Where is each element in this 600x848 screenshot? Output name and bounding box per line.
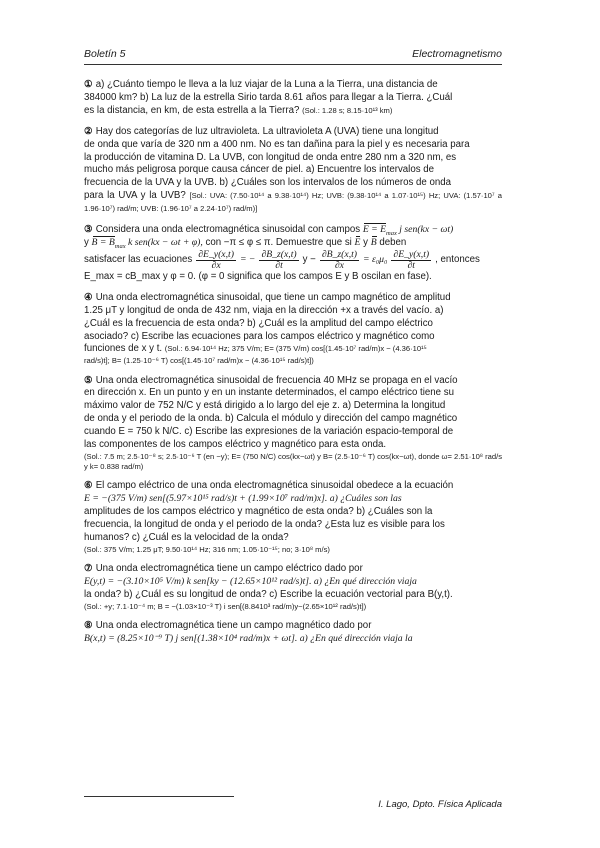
page-header	[84, 48, 502, 64]
fraction: $\frac{\partial E\_y(x,t)}{\partial t}$	[393, 248, 430, 271]
fraction: $\frac{\partial B\_z(x,t)}{\partial t}$	[261, 248, 297, 271]
header-left: Boletín 5	[84, 48, 126, 60]
document-body	[84, 79, 502, 654]
solution: (Sol.: +y; 7.1·10⁻⁴ m; B = −(1.03×10⁻³ T) i sen[(8.8410³ rad/m)y−(2.65×10¹² rad/s)t])	[84, 601, 367, 611]
problem-number: ⑧	[84, 620, 93, 632]
problem-number: ①	[84, 79, 93, 90]
solution: (Sol.: 1.28 s; 8.15·10¹³ km)	[302, 105, 393, 115]
header-right: Electromagnetismo	[412, 48, 502, 60]
problem-5: ⑤ Una onda electromagnética sinusoidal de frecuencia 40 MHz se propaga en el vacío en dirección x. En un punto y en un instante determinados, el campo eléctrico tiene su máximo valor de 752 N/C y está dirigido a lo largo del eje z. a) Determina la longitud de onda y el periodo de la onda. b) Calcula el módulo y dirección del campo magnético cuando E = 750 k N/C. c) Escribe las expresiones de la variación espacio-temporal de las componentes de los campos eléctrico y magnético para esta onda. (Sol.: 7.5 m; 2.5·10⁻⁸ s; 2.5·10⁻⁶ T (en −y); E= (750 N/C) cos(kx−ωt) y B= (2.5·10⁻⁶ T) cos(kx−ωt), donde ω= 2.51·10⁸ rad/s y k= 0.838 rad/m)	[84, 374, 502, 472]
solution: (Sol.: 375 V/m; 1.25 μT; 9.50·10¹⁴ Hz; 316 nm; 1.05·10⁻¹⁵; no; 3·10⁸ m/s)	[84, 544, 330, 554]
problem-3: ③ Considera una onda electromagnética sinusoidal con campos $E = E_{max}$ j sen(kx − ωt) y $B = B_{max}$ k sen(kx − ωt + φ), con −π ≤ φ ≤ π. Demuestre que si E y B deben satisfacer las ecuaciones $\frac{\partial E\_y(x,t)}{\partial x}$ = − $\frac{\partial B\_z(x,t)}{\partial t}$ y − $\frac{\partial B\_z(x,t)}{\partial x}$ = ε₀μ₀ $\frac{\partial E\_y(x,t)}{\partial t}$ , entonces E_max = cB_max y φ = 0. (φ = 0 significa que los campos E y B oscilan en fase).	[84, 224, 502, 284]
solution: (Sol.: 7.5 m; 2.5·10⁻⁸ s; 2.5·10⁻⁶ T (en −y); E= (750 N/C) cos(kx−ωt) y B= (2.5·10⁻⁶ T) cos(kx−ωt), donde ω= 2.51·10⁸ rad/s y k= 0.838 rad/m)	[84, 451, 502, 472]
problem-1: ① a) ¿Cuánto tiempo le lleva a la luz viajar de la Luna a la Tierra, una distancia de 384000 km? b) La luz de la estrella Sirio tarda 8.61 años para llegar a la Tierra. ¿Cuál es la distancia, en km, de esta estrella a la Tierra? (Sol.: 1.28 s; 8.15·10¹³ km)	[84, 79, 453, 116]
header-rule	[84, 64, 502, 65]
problem-number: ③	[84, 224, 93, 236]
solution: rad/s)t]; B= (1.25·10⁻⁶ T) cos[(1.45·10⁷ rad/m)x − (4.36·10¹⁵ rad/s)t])	[84, 356, 314, 366]
problem-number: ⑥	[84, 480, 93, 492]
solution: [Sol.: UVA: (7.50·10¹⁴ a 9.38·10¹⁴) Hz; UVB: (9.38·10¹⁴ a 1.07·10¹⁵) Hz; UVA: (1.57·10⁷ a 1.96·10⁷) rad/m; UVB: (1.96·10⁷ a 2.24·10⁷) rad/m)]	[84, 191, 502, 214]
equation-row: satisfacer las ecuaciones $\frac{\partial E\_y(x,t)}{\partial x}$ = − $\frac{\partial B\_z(x,t)}{\partial t}$ y − $\frac{\partial B\_z(x,t)}{\partial x}$ = ε₀μ₀ $\frac{\partial E\_y(x,t)}{\partial t}$ , entonces	[84, 248, 480, 271]
problem-8: ⑧ Una onda electromagnética tiene un campo magnético dado por B(x,t) = (8.25×10⁻⁹ T) j sen[(1.38×10⁴ rad/m)x + ωt]. a) ¿En qué dirección viaja la	[84, 620, 413, 644]
problem-number: ②	[84, 125, 93, 137]
problem-4: ④ Una onda electromagnética sinusoidal, que tiene un campo magnético de amplitud 1.25 μT y longitud de onda de 432 nm, viaja en la dirección +x a través del vacío. a) ¿Cuál es la frecuencia de esta onda? b) ¿Cuál es la amplitud del campo eléctrico asociado? c) Escribe las ecuaciones para los campos eléctrico y magnético como funciones de x y t. (Sol.: 6.94·10¹⁴ Hz; 375 V/m; E= (375 V/m) cos[(1.45·10⁷ rad/m)x − (4.36·10¹⁵ rad/s)t]; B= (1.25·10⁻⁶ T) cos[(1.45·10⁷ rad/m)x − (4.36·10¹⁵ rad/s)t])	[84, 292, 502, 367]
problem-6: ⑥ El campo eléctrico de una onda electromagnética sinusoidal obedece a la ecuación E = −(375 V/m) sen[(5.97×10¹⁵ rad/s)t + (1.99×10⁷ rad/m)x]. a) ¿Cuáles son las amplitudes de los campos eléctrico y magnético de esta onda? b) ¿Cuáles son la frecuencia, la longitud de onda y el periodo de la onda? ¿Esta luz es visible para los humanos? c) ¿Cuál es la velocidad de la onda? (Sol.: 375 V/m; 1.25 μT; 9.50·10¹⁴ Hz; 316 nm; 1.05·10⁻¹⁵; no; 3·10⁸ m/s)	[84, 480, 502, 555]
problem-number: ⑦	[84, 563, 93, 575]
fraction: $\frac{\partial B\_z(x,t)}{\partial x}$	[321, 248, 358, 271]
problem-2: ② Hay dos categorías de luz ultravioleta. La ultravioleta A (UVA) tiene una longitud de onda que varía de 320 nm a 400 nm. No es tan dañina para la piel y es necesaria para la producción de vitamina D. La UVB, con longitud de onda entre 280 nm a 320 nm, es mucho más peligrosa porque causa cáncer de piel. a) Encuentre los intervalos de frecuencia de la UVA y la UVB. b) ¿Cuáles son los intervalos de los números de onda para la UVA y la UVB? [Sol.: UVA: (7.50·10¹⁴ a 9.38·10¹⁴) Hz; UVB: (9.38·10¹⁴ a 1.07·10¹⁵) Hz; UVA: (1.57·10⁷ a 1.96·10⁷) rad/m; UVB: (1.96·10⁷ a 2.24·10⁷) rad/m)]	[84, 125, 502, 214]
problem-number: ⑤	[84, 374, 93, 386]
page-footer: I. Lago, Dpto. Física Aplicada	[378, 799, 502, 810]
fraction: $\frac{\partial E\_y(x,t)}{\partial x}$	[198, 248, 234, 271]
problem-number: ④	[84, 291, 93, 303]
problem-7: ⑦ Una onda electromagnética tiene un campo eléctrico dado por E(y,t) = −(3.10×10⁵ V/m) k sen[ky − (12.65×10¹² rad/s)t]. a) ¿En qué dirección viaja la onda? b) ¿Cuál es su longitud de onda? c) Escribe la ecuación vectorial para B(y,t). (Sol.: +y; 7.1·10⁻⁴ m; B = −(1.03×10⁻³ T) i sen[(8.8410³ rad/m)y−(2.65×10¹² rad/s)t])	[84, 563, 502, 612]
solution: (Sol.: 6.94·10¹⁴ Hz; 375 V/m; E= (375 V/m) cos[(1.45·10⁷ rad/m)x − (4.36·10¹⁵	[164, 344, 427, 354]
footer-rule	[84, 796, 234, 797]
